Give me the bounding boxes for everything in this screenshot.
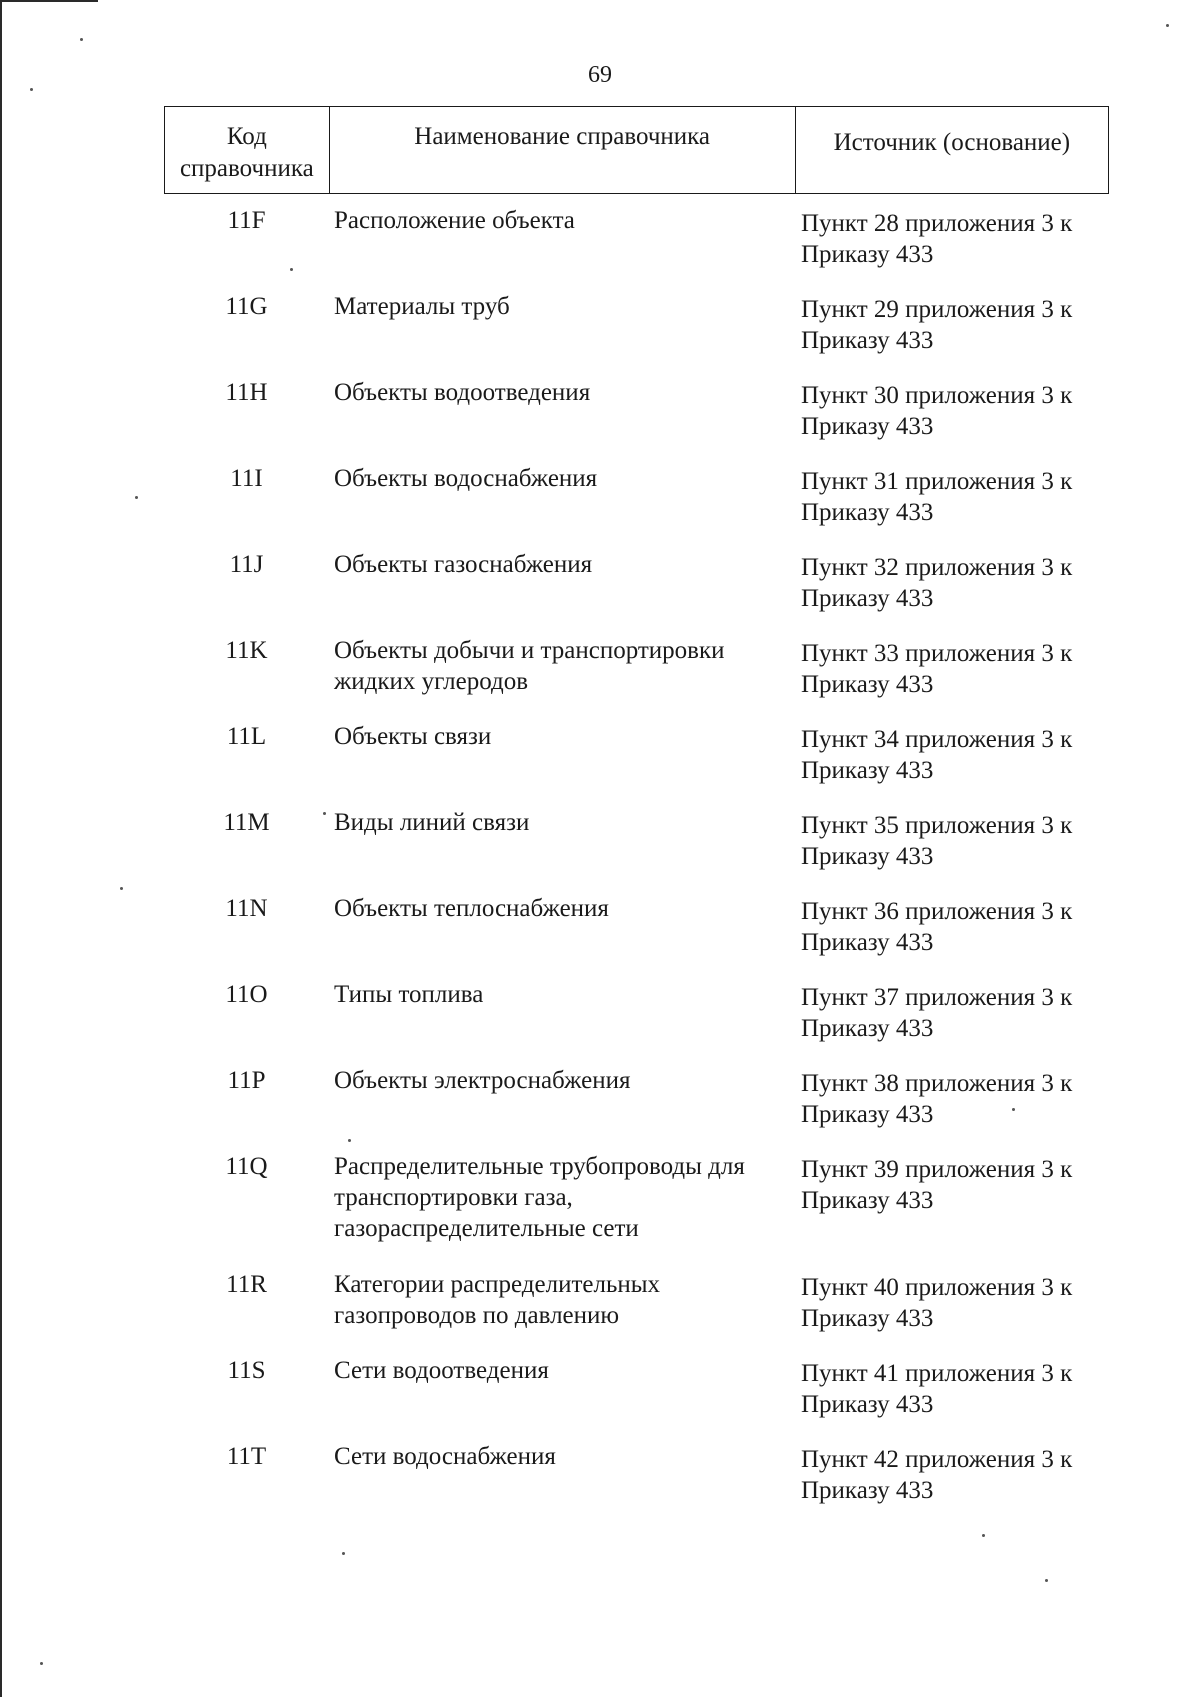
header-source: Источник (основание) — [833, 129, 1071, 156]
row-name: Объекты водоотведения — [334, 379, 591, 406]
table-row — [164, 205, 1109, 291]
row-code: 11R — [226, 1271, 267, 1298]
row-source: Пункт 36 приложения 3 к Приказу 433 — [801, 898, 1073, 956]
row-code: 11L — [226, 723, 267, 750]
scan-speck — [348, 1139, 351, 1142]
row-name: Сети водоотведения — [334, 1357, 549, 1384]
table-header — [164, 106, 1109, 194]
row-source: Пункт 29 приложения 3 к Приказу 433 — [801, 296, 1073, 354]
row-code: 11M — [223, 809, 270, 836]
page-number: 69 — [588, 62, 612, 88]
row-source: Пункт 39 приложения 3 к Приказу 433 — [801, 1156, 1073, 1214]
row-name: Объекты электроснабжения — [334, 1067, 631, 1094]
row-name: Объекты водоснабжения — [334, 465, 598, 492]
table-row — [164, 549, 1109, 635]
table-body — [164, 205, 1109, 1527]
row-code: 11O — [225, 981, 268, 1008]
row-code: 11N — [225, 895, 268, 922]
row-code: 11S — [227, 1357, 266, 1384]
scan-edge-left — [0, 0, 2, 1697]
scan-speck — [1045, 1579, 1048, 1582]
table-row — [164, 1441, 1109, 1527]
row-code: 11K — [225, 637, 268, 664]
scan-speck — [290, 268, 293, 271]
row-source: Пункт 34 приложения 3 к Приказу 433 — [801, 726, 1073, 784]
table-row — [164, 1355, 1109, 1441]
scan-speck — [342, 1552, 345, 1555]
table-row — [164, 721, 1109, 807]
scan-edge-top — [0, 0, 98, 2]
row-name: Расположение объекта — [334, 207, 575, 234]
row-name: Материалы труб — [334, 293, 510, 320]
scan-speck — [120, 887, 123, 890]
header-code: Код справочника — [165, 107, 330, 193]
row-source: Пункт 37 приложения 3 к Приказу 433 — [801, 984, 1073, 1042]
row-name: Распределительные трубопроводы для транспортировки газа, газораспределительные сети — [334, 1153, 745, 1242]
row-source: Пункт 40 приложения 3 к Приказу 433 — [801, 1274, 1073, 1332]
table-row — [164, 291, 1109, 377]
row-source: Пункт 31 приложения 3 к Приказу 433 — [801, 468, 1073, 526]
row-source: Пункт 33 приложения 3 к Приказу 433 — [801, 640, 1073, 698]
row-name: Объекты связи — [334, 723, 492, 750]
scan-speck — [30, 88, 33, 91]
row-name: Виды линий связи — [334, 809, 530, 836]
row-name: Объекты добычи и транспортировки жидких углеродов — [334, 637, 725, 695]
row-source: Пункт 41 приложения 3 к Приказу 433 — [801, 1360, 1073, 1418]
table-row — [164, 807, 1109, 893]
scan-speck — [80, 38, 83, 41]
scan-speck — [323, 812, 326, 815]
row-code: 11H — [225, 379, 268, 406]
row-name: Объекты газоснабжения — [334, 551, 593, 578]
table-row — [164, 1269, 1109, 1355]
table-row — [164, 893, 1109, 979]
row-source: Пункт 42 приложения 3 к Приказу 433 — [801, 1446, 1073, 1504]
table-row — [164, 635, 1109, 721]
row-code: 11I — [230, 465, 263, 492]
row-name: Типы топлива — [334, 981, 484, 1008]
scan-speck — [135, 496, 138, 499]
table-row — [164, 1065, 1109, 1151]
scan-speck — [1166, 24, 1169, 27]
row-source: Пункт 30 приложения 3 к Приказу 433 — [801, 382, 1073, 440]
row-code: 11P — [227, 1067, 266, 1094]
row-name: Объекты теплоснабжения — [334, 895, 609, 922]
header-name: Наименование справочника — [330, 107, 796, 193]
scan-speck — [982, 1534, 985, 1537]
row-code: 11J — [229, 551, 264, 578]
table-row — [164, 979, 1109, 1065]
row-source: Пункт 28 приложения 3 к Приказу 433 — [801, 210, 1073, 268]
row-name: Категории распределительных газопроводов по давлению — [334, 1271, 661, 1329]
table-row — [164, 1151, 1109, 1269]
row-code: 11T — [226, 1443, 267, 1470]
table-row — [164, 463, 1109, 549]
row-source: Пункт 32 приложения 3 к Приказу 433 — [801, 554, 1073, 612]
row-source: Пункт 38 приложения 3 к Приказу 433 — [801, 1070, 1073, 1128]
row-code: 11Q — [225, 1153, 268, 1180]
table-row — [164, 377, 1109, 463]
row-code: 11G — [225, 293, 268, 320]
scan-speck — [40, 1662, 43, 1665]
row-source: Пункт 35 приложения 3 к Приказу 433 — [801, 812, 1073, 870]
row-name: Сети водоснабжения — [334, 1443, 556, 1470]
scan-speck — [1012, 1108, 1015, 1111]
row-code: 11F — [227, 207, 266, 234]
